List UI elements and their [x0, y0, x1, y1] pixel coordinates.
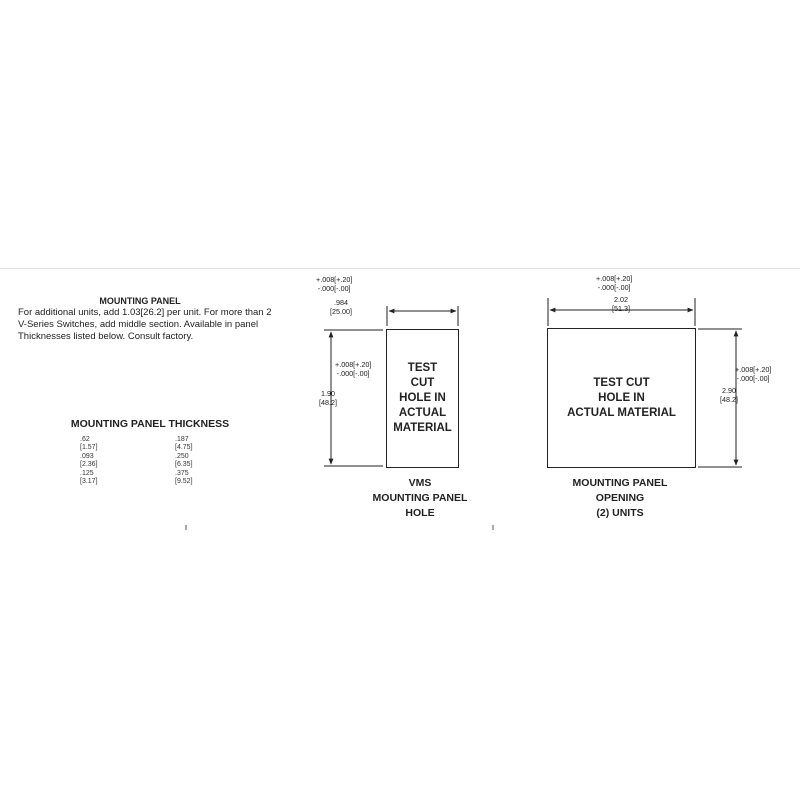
- tolerance-plus: +.008[+.20]: [316, 275, 353, 284]
- vms-width-tolerance: [316, 276, 352, 293]
- height-millimeters: [48.2]: [319, 397, 337, 407]
- vms-height-tolerance: [335, 361, 371, 378]
- width-millimeters: [51.3]: [612, 303, 630, 313]
- thickness-value: [6.35]: [175, 461, 193, 469]
- height-inches: 2.90: [721, 386, 736, 395]
- tolerance-plus: +.008[+.20]: [596, 274, 633, 283]
- vms-test-cut-hole: [386, 329, 459, 468]
- width-inches: .984: [333, 298, 348, 307]
- panel-thickness-title: MOUNTING PANEL THICKNESS: [70, 418, 230, 430]
- vms-box-label: TEST CUT HOLE IN ACTUAL MATERIAL: [393, 362, 452, 434]
- opening-height-value: [720, 387, 738, 404]
- thickness-value: [9.52]: [175, 478, 193, 486]
- width-inches: 2.02: [613, 295, 628, 304]
- opening-caption: MOUNTING PANEL OPENING (2) UNITS: [572, 477, 668, 519]
- thickness-value: [3.17]: [80, 478, 98, 486]
- vms-caption: VMS MOUNTING PANEL HOLE: [372, 477, 468, 519]
- opening-box-label: TEST CUT HOLE IN ACTUAL MATERIAL: [567, 376, 676, 419]
- tolerance-plus: +.008[+.20]: [735, 365, 772, 374]
- thickness-value: [4.75]: [175, 444, 193, 452]
- thickness-value: .62: [80, 436, 90, 443]
- thickness-value: [2.36]: [80, 461, 98, 469]
- thickness-value: .250: [175, 452, 189, 460]
- opening-width-tolerance: [596, 275, 632, 292]
- tolerance-minus: -.000[-.00]: [336, 368, 370, 378]
- mounting-panel-title: MOUNTING PANEL: [99, 296, 181, 306]
- thickness-value: [1.57]: [80, 444, 98, 452]
- thickness-value: .125: [80, 469, 94, 477]
- tolerance-minus: -.000[-.00]: [317, 283, 351, 293]
- vms-height-value: [319, 390, 337, 407]
- vms-width-value: [330, 299, 352, 316]
- thickness-value: .187: [175, 436, 189, 443]
- height-millimeters: [48.2]: [720, 394, 738, 404]
- width-millimeters: [25.00]: [330, 306, 352, 316]
- thickness-value: .093: [80, 452, 94, 460]
- mounting-panel-description: For additional units, add 1.03[26.2] per unit. For more than 2 V-Series Switches, add middle section. Available in panel Thicknesses listed below. Consult factory.: [18, 307, 272, 342]
- opening-test-cut-hole: [547, 328, 696, 468]
- opening-height-tolerance: [735, 366, 771, 383]
- height-inches: 1.90: [320, 389, 335, 398]
- tolerance-plus: +.008[+.20]: [335, 360, 372, 369]
- opening-width-value: [612, 296, 630, 313]
- thickness-value: .375: [175, 469, 189, 477]
- tolerance-minus: -.000[-.00]: [736, 373, 770, 383]
- tolerance-minus: -.000[-.00]: [597, 282, 631, 292]
